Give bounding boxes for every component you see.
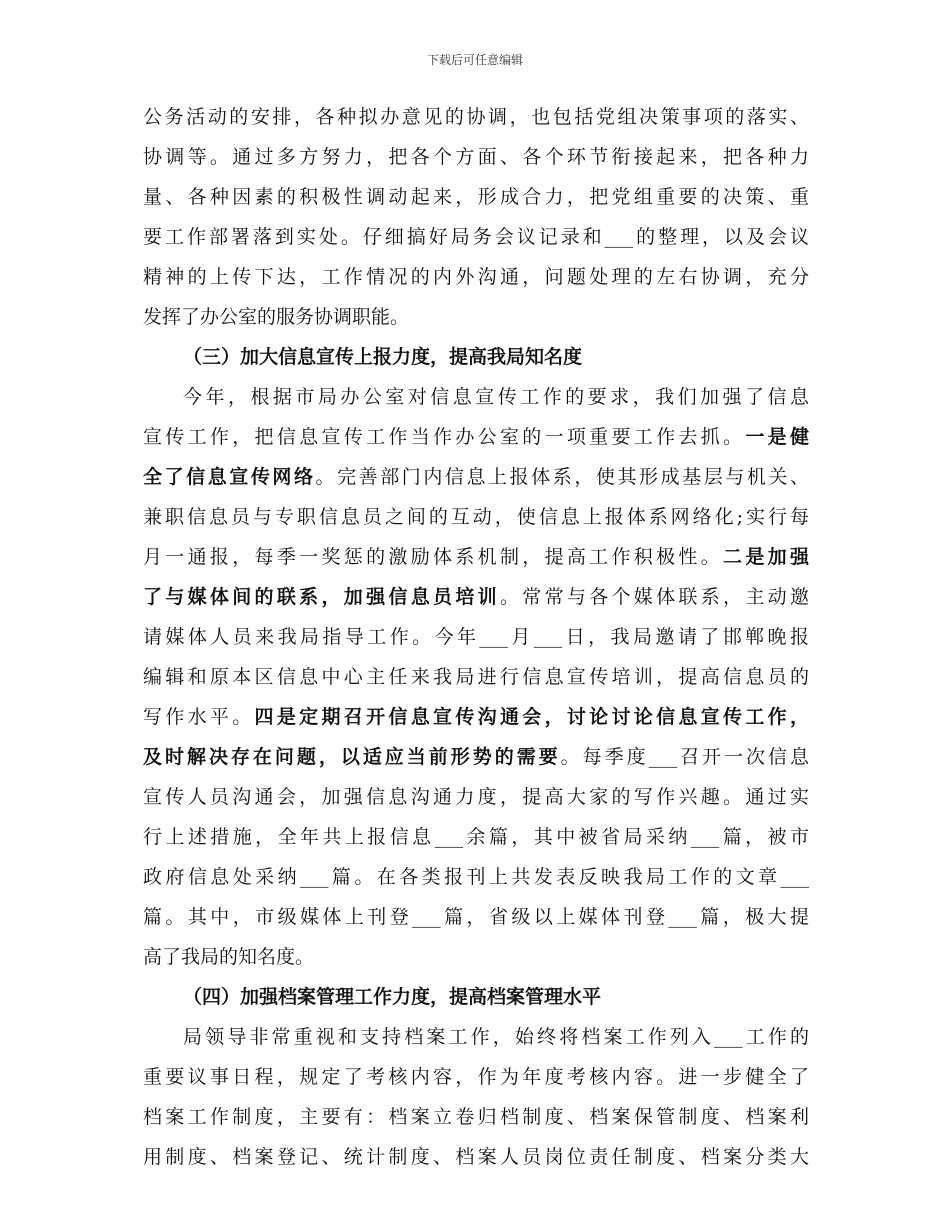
paragraph-archives (143, 1017, 809, 1177)
bold-text-segment: 及时解决存在问题，以适应当前形势的需要 (143, 746, 561, 768)
text-line: 行上述措施，全年共上报信息___余篇，其中被省局采纳___篇，被市 (143, 826, 809, 848)
text-line: 协调等。通过多方努力，把各个方面、各个环节衔接起来，把各种力 (143, 146, 809, 168)
text-line: 重要议事日程，规定了考核内容，作为年度考核内容。进一步健全了 (143, 1066, 809, 1088)
bold-text-segment: 全了信息宣传网络 (143, 466, 316, 488)
bold-text-segment: 二是加强 (723, 546, 809, 568)
text-line: 量、各种因素的积极性调动起来，形成合力，把党组重要的决策、重 (143, 186, 809, 208)
text-segment: 月一通报，每季一奖惩的激励体系机制，提高工作积极性。 (143, 546, 724, 568)
text-line (143, 577, 809, 617)
bold-text-segment: 了与媒体间的联系，加强信息员培训 (143, 586, 500, 608)
text-line: 公务活动的安排，各种拟办意见的协调，也包括党组决策事项的落实、 (143, 106, 809, 128)
text-segment: 。每季度___召开一次信息 (560, 746, 809, 768)
text-line: 今年，根据市局办公室对信息宣传工作的要求，我们加强了信息 (183, 386, 809, 408)
text-line: 政府信息处采纳___篇。在各类报刊上共发表反映我局工作的文章___ (143, 866, 809, 888)
text-line: 兼职信息员与专职信息员之间的互动，使信息上报体系网络化;实行每 (143, 506, 809, 528)
section-heading-4: （四）加强档案管理工作力度，提高档案管理水平 (183, 986, 602, 1008)
document-body (143, 97, 809, 1177)
bold-text-segment: 四是定期召开信息宣传沟通会，讨论讨论信息宣传工作， (254, 706, 809, 728)
text-line: 请媒体人员来我局指导工作。今年___月___日，我局邀请了邯郸晚报 (143, 626, 809, 648)
text-segment: 。完善部门内信息上报体系，使其形成基层与机关、 (315, 466, 809, 488)
paragraph-coordination (143, 97, 809, 337)
text-line: 篇。其中，市级媒体上刊登___篇，省级以上媒体刊登___篇，极大提 (143, 906, 809, 928)
section-heading-3: （三）加大信息宣传上报力度，提高我局知名度 (183, 346, 583, 368)
text-line (143, 537, 809, 577)
text-segment: 写作水平。 (143, 706, 255, 728)
text-line (143, 697, 809, 737)
text-line: 局领导非常重视和支持档案工作，始终将档案工作列入___工作的 (183, 1026, 809, 1048)
paragraph-info-publicity (143, 377, 809, 977)
text-line (143, 457, 809, 497)
text-line: 高了我局的知名度。 (143, 946, 315, 968)
text-line: 精神的上传下达，工作情况的内外沟通，问题处理的左右协调，充分 (143, 266, 809, 288)
text-line (143, 417, 809, 457)
text-line: 编辑和原本区信息中心主任来我局进行信息宣传培训，提高信息员的 (143, 666, 809, 688)
text-segment: 。常常与各个媒体联系，主动邀 (499, 586, 809, 608)
page-header: 下载后可任意编辑 (426, 53, 523, 67)
text-line: 宣传人员沟通会，加强信息沟通力度，提高大家的写作兴趣。通过实 (143, 786, 809, 808)
text-line: 档案工作制度，主要有：档案立卷归档制度、档案保管制度、档案利 (143, 1106, 809, 1128)
text-segment: 宣传工作，把信息宣传工作当作办公室的一项重要工作去抓。 (143, 426, 746, 448)
bold-text-segment: 一是健 (745, 426, 809, 448)
text-line (143, 737, 809, 777)
text-line: 要工作部署落到实处。仔细搞好局务会议记录和___的整理，以及会议 (143, 226, 809, 248)
text-line: 发挥了办公室的服务协调职能。 (143, 306, 410, 328)
text-line: 用制度、档案登记、统计制度、档案人员岗位责任制度、档案分类大 (143, 1146, 809, 1168)
